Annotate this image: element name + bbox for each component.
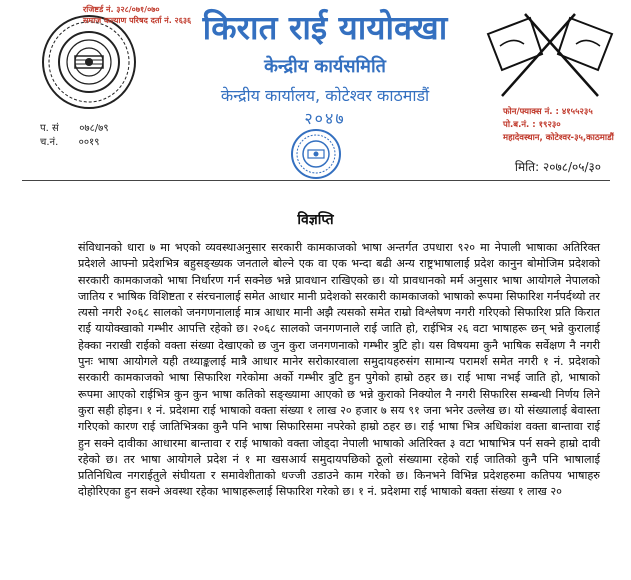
organization-name: किरात राई यायोक्खा (202, 8, 448, 47)
cn-label: च.नं. (40, 137, 59, 148)
dispatch-number (40, 136, 99, 149)
phone-fax: फोन/फ्याक्स नं. : ४१५५२३५ (503, 107, 593, 117)
flags-emblem (480, 6, 620, 101)
organization-seal (14, 12, 164, 112)
po-box: पो.ब.नं. : १९२३० (503, 120, 561, 130)
office-address: केन्द्रीय कार्यालय, कोटेश्वर काठमाडौं (220, 86, 430, 105)
contact-address: महादेवस्थान, कोटेश्वर-३५,काठमाडौं (503, 133, 614, 143)
established-year: २०४७ (304, 109, 346, 128)
notice-date: मिति: २०७८/०५/३० (514, 160, 601, 174)
notice-body (78, 240, 600, 501)
committee-name: केन्द्रीय कार्यसमिति (264, 56, 386, 77)
blue-seal-emblem (290, 128, 342, 180)
ps-label: प. सं (40, 123, 59, 134)
body-paragraph: संविधानको धारा ७ मा भएको व्यवस्थाअनुसार सरकारी कामकाजको भाषा अन्तर्गत उपधारा ९२० मा नेपाली भाषाका अतिरिक्त प्रदेशले आफ्नो प्रदेशभित्र बहुसङ्ख्यक जनताले बोल्ने एक वा एक भन्दा बढी अन्य राष्ट्रभाषालाई प्रदेश कानुन बोमोजिम प्रदेशको सरकारी कामकाजको भाषा निर्धारण गर्न सक्नेछ भन्ने प्रावधान राखिएको छ। यो प्रावधानको मर्म अनुसार भाषा आयोगले नेपालको जातिय र भाषिक विशिष्टता र संरचनालाई समेत आधार मानी प्रदेशको सरकारी कामकाजको भाषाको रूपमा सिफारिश गर्नपर्दथ्यो तर त्यसो नगरी २०६८ सालको जनगणनालाई मात्र आधार मानी अझै त्यसको समेत राम्रो विश्लेषण नगरी गरिएको सिफारिश प्रति किरात राई यायोक्खाको गम्भीर आपत्ति रहेको छ। २०६८ सालको जनगणनाले राई जाति हो, राईभित्र २६ वटा भाषाहरू छन् भन्ने कुरालाई हेक्का नराखी राईको वक्ता संख्या देखाएको छ जुन कुरा जनगणनाको गम्भीर त्रुटि हो। यस विषयमा कुनै भाषिक सर्वेक्षण नै नगरी पुनः भाषा आयोगले यही तथ्याङ्कलाई मात्रै आधार मानेर सरोकारवाला समुदायहरुसंग सामान्य परामर्श समेत नगरी १ नं. प्रदेशको सरकारी कामकाजको भाषा सिफारिश गरेकोमा अर्को गम्भीर त्रुटि हुन पुगेको हाम्रो ठहर छ। राई भाषा नभई जाति हो, भाषाको रूपमा आएको राईभित्र कुन कुन भाषा कतिको सङ्ख्यामा आएको छ भन्ने कुराको निक्योल नै नगरी सिफारिस सम्बन्धी निर्णय लिने कुरा सही होइन। १ नं. प्रदेशमा राई भाषाको वक्ता संख्या १ लाख २० हजार ७ सय ९१ जना भनेर उल्लेख छ। यो संख्यालाई बेवास्ता गरिएको कारण राई जातिभित्रका कुनै पनि भाषा सिफारिसमा नपरेको हाम्रो ठहर छ। राई भाषा भित्र अधिकांश वक्ता बान्तावा राई हुन सक्ने दावीका आधारमा बान्तावा र राई भाषाको वक्ता जोड्दा नेपाली भाषाको अतिरिक्त ३ वटा भाषाभित्र पर्न सक्ने हाम्रो दावी रहेको छ। तर भाषा आयोगले प्रदेश नं १ मा खसआर्य समुदायपछिको ठूलो संख्यामा रहेको राई जातिको कुनै पनि भाषालाई प्रतिनिधित्व नगराईतुले संघीयता र समावेशीताको धज्जी उडाउने काम गरेको छ। किनभने विभिन्न प्रदेशहरुमा कतिपय भाषाहरु दोहोरिएका हुन सक्ने अवस्था रहेका भाषाहरूलाई सिफारिश गरेको छ। १ नं. प्रदेशमा राई भाषाको बक्ता संख्या १ लाख २० (78, 241, 600, 499)
header-divider (22, 180, 610, 181)
reference-number (40, 122, 109, 135)
welfare-council-number: समाज कल्याण परिषद दर्ता नं. २६३६ (83, 16, 192, 25)
ps-value: ०७८/७९ (79, 123, 109, 134)
notice-heading: विज्ञप्ति (297, 212, 334, 228)
cn-value: ००१९ (78, 137, 100, 148)
registration-number: रजिष्टर्ड नं. ३२८/०७१/०७० (83, 5, 160, 14)
